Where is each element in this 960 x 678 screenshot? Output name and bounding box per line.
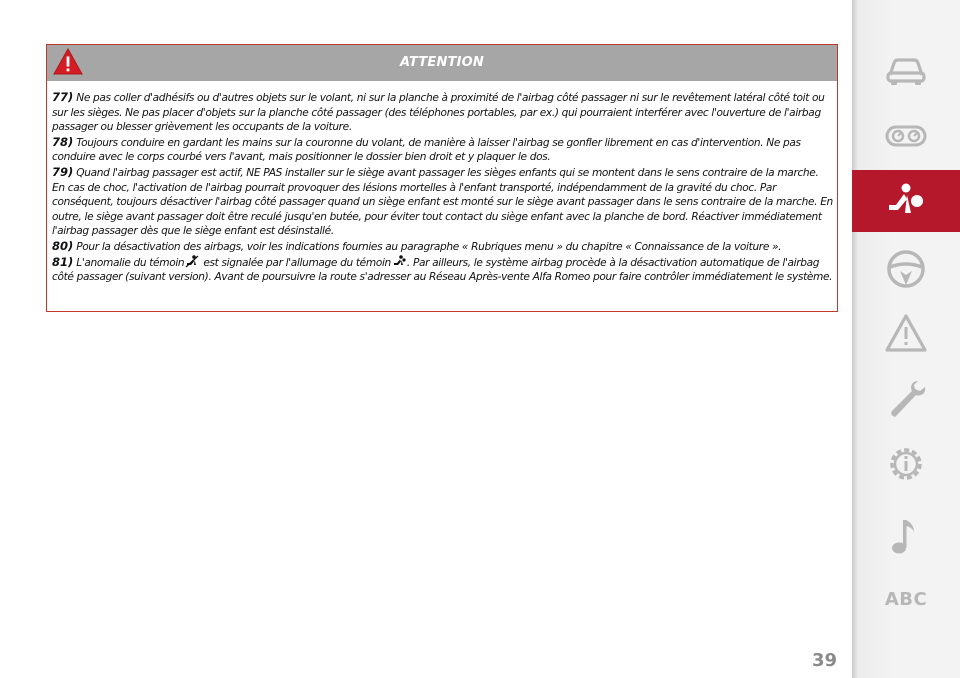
note-text: Ne pas coller d'adhésifs ou d'autres objets sur le volant, ni sur la planche à proximité de l'airbag côté passager ni sur le revêtement latéral côté toit ou sur les sièges. Ne pas placer d'objets sur la planche côté passager (des téléphones portables, par ex.) qui pourraient interférer avec l'ouverture de l'airbag passager ou blesser grièvement les occupants de la voiture. <box>52 92 825 134</box>
note-81 <box>52 255 833 285</box>
warning-triangle-icon <box>884 312 928 356</box>
note-number: 78) <box>52 134 74 149</box>
sidebar-item-maintenance[interactable] <box>852 368 960 430</box>
note-text: Toujours conduire en gardant les mains sur la couronne du volant, de manière à laisser l'airbag se gonfler librement en cas d'intervention. Ne pas conduire avec le corps courbé vers l'avant, mais positionner le dossier bien droit et y plaquer le dos. <box>52 136 801 164</box>
airbag-off-warning-icon <box>185 255 199 268</box>
steering-wheel-icon <box>884 247 928 291</box>
sidebar-item-car[interactable] <box>852 40 960 102</box>
chapter-sidebar <box>852 0 960 678</box>
warning-box <box>46 44 838 312</box>
sidebar-item-index[interactable] <box>852 568 960 630</box>
note-78 <box>52 135 833 165</box>
note-number: 77) <box>52 90 74 104</box>
note-text: . Par ailleurs, le système airbag procède à la désactivation automatique de l'airbag côté passager (suivant version). Avant de poursuivre la route s'adresser au Réseau Après-vente Alfa Romeo pour faire contrôler immédiatement le système. <box>52 256 833 284</box>
music-note-icon <box>884 514 928 558</box>
wrench-icon <box>884 377 928 421</box>
note-text: Pour la désactivation des airbags, voir les indications fournies au paragraphe « Rubriques menu » du chapitre « Connaissance de la voiture ». <box>76 240 782 253</box>
dashboard-gauges-icon <box>884 114 928 158</box>
note-text: est signalée par l'allumage du témoin <box>200 256 391 269</box>
page-number: 39 <box>812 650 838 671</box>
note-77 <box>52 90 833 135</box>
note-text: Quand l'airbag passager est actif, NE PAS installer sur le siège avant passager les sièges enfants qui se montent dans le sens contraire de la marche. En cas de choc, l'activation de l'airbag pourrait provoquer des lésions mortelles à l'enfant transporté, indépendamment de la gravité du choc. Par conséquent, toujours désactiver l'airbag côté passager quand un siège enfant est monté sur le siège avant passager dans le sens contraire de la marche. En outre, le siège avant passager doit être reculé jusqu'en butée, pour éviter tout contact du siège enfant avec la planche de bord. Réactiver immédiatement l'airbag passager dès que le siège enfant est désinstallé. <box>52 166 833 238</box>
warning-header <box>47 45 837 81</box>
note-number: 80) <box>52 238 74 253</box>
info-gear-icon <box>884 442 928 486</box>
note-number: 79) <box>52 164 74 179</box>
car-icon <box>884 49 928 93</box>
warning-body <box>47 81 837 285</box>
airbag-warning-icon <box>392 255 406 268</box>
sidebar-item-emergency[interactable] <box>852 303 960 365</box>
airbag-seat-icon <box>884 179 928 223</box>
sidebar-item-starting[interactable] <box>852 238 960 300</box>
note-number: 81) <box>52 254 74 269</box>
index-label: ABC <box>884 588 928 610</box>
sidebar-item-dashboard[interactable] <box>852 105 960 167</box>
warning-title: ATTENTION <box>399 55 485 70</box>
sidebar-item-technical-data[interactable] <box>852 433 960 495</box>
sidebar-item-safety[interactable] <box>852 170 960 232</box>
note-text: L'anomalie du témoin <box>76 256 185 269</box>
note-79 <box>52 165 833 239</box>
sidebar-item-multimedia[interactable] <box>852 505 960 567</box>
note-80 <box>52 239 833 255</box>
